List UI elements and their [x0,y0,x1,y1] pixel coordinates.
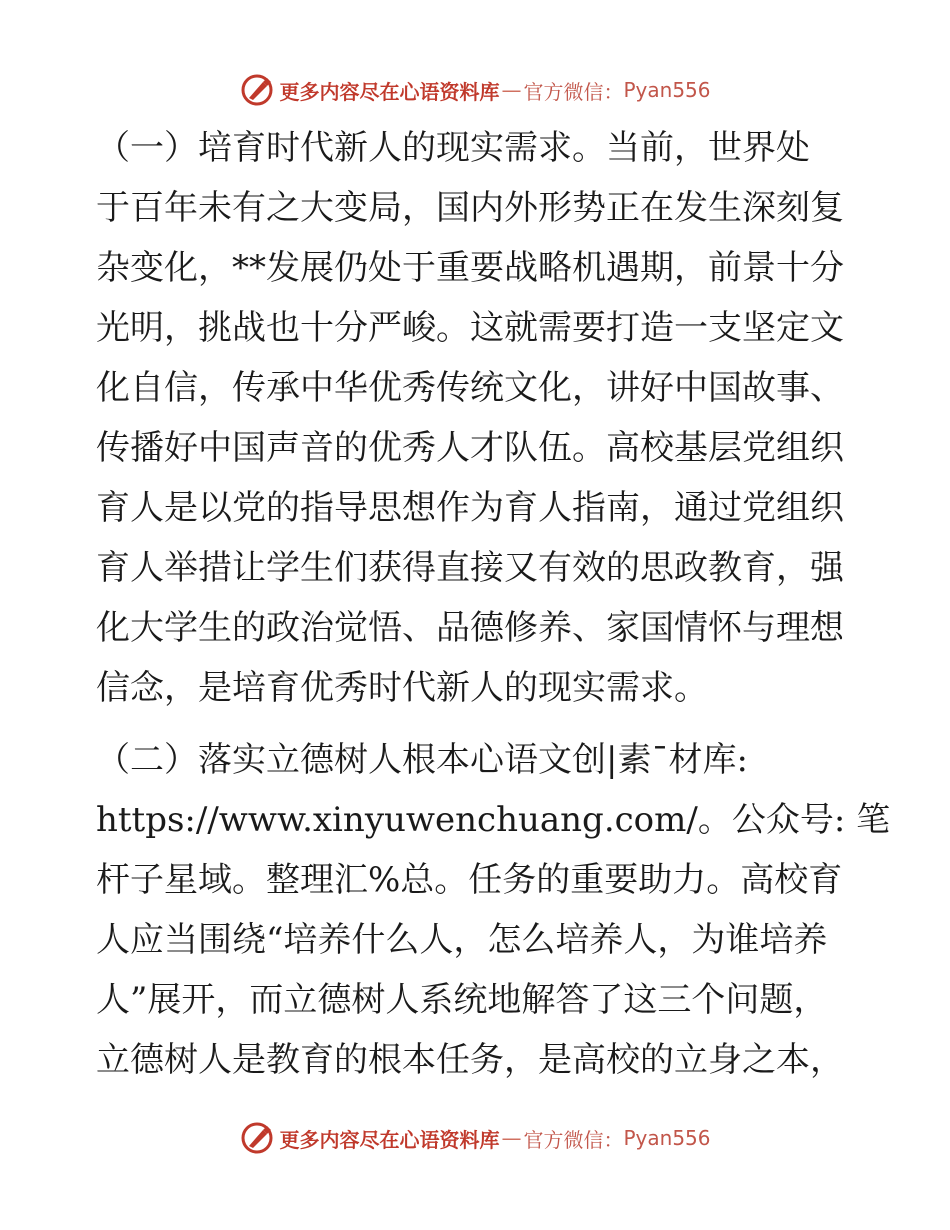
text-line: 杆子星域。整理汇%总。任务的重要助力。高校育 [96,860,843,900]
text-line: （二）落实立德树人根本心语文创|素¯材库: [96,740,748,780]
text-line: 光明，挑战也十分严峻。这就需要打造一支坚定文 [96,308,844,348]
watermark-label: 官方微信： [523,1127,624,1152]
watermark-separator: — [501,1126,522,1150]
text-line: 传播好中国声音的优秀人才队伍。高校基层党组织 [96,428,844,468]
paragraph-2 [96,730,891,1090]
watermark-account: Pyan556 [623,78,711,102]
watermark-brand: 更多内容尽在心语资料库 [279,79,500,104]
watermark-account: Pyan556 [623,1126,711,1150]
text-line: 化大学生的政治觉悟、品德修养、家国情怀与理想 [96,608,844,648]
watermark-separator: — [501,78,522,102]
text-line: 于百年未有之大变局，国内外形势正在发生深刻复 [96,188,844,228]
paragraph-1 [96,118,856,718]
pen-logo-icon [239,72,275,108]
pen-logo-icon [239,1120,275,1156]
text-line: 化自信，传承中华优秀传统文化，讲好中国故事、 [96,368,844,408]
text-line: （一）培育时代新人的现实需求。当前，世界处 [96,128,810,168]
text-line: 信念，是培育优秀时代新人的现实需求。 [96,668,708,708]
text-line: 人应当围绕“培养什么人，怎么培养人，为谁培养 [96,920,828,960]
text-line: 育人举措让学生们获得直接又有效的思政教育，强 [96,548,844,588]
watermark-brand: 更多内容尽在心语资料库 [279,1127,500,1152]
text-line: 立德树人是教育的根本任务，是高校的立身之本， [96,1040,844,1080]
text-line: https://www.xinyuwenchuang.com/。公众号: 笔 [96,800,891,840]
document-body [96,118,891,1090]
text-line: 人”展开，而立德树人系统地解答了这三个问题， [96,980,828,1020]
watermark-label: 官方微信： [523,79,624,104]
footer-watermark [0,1118,950,1158]
header-watermark [0,70,950,110]
text-line: 育人是以党的指导思想作为育人指南，通过党组织 [96,488,844,528]
text-line: 杂变化，**发展仍处于重要战略机遇期，前景十分 [96,248,844,288]
paragraph-gap [96,718,856,730]
